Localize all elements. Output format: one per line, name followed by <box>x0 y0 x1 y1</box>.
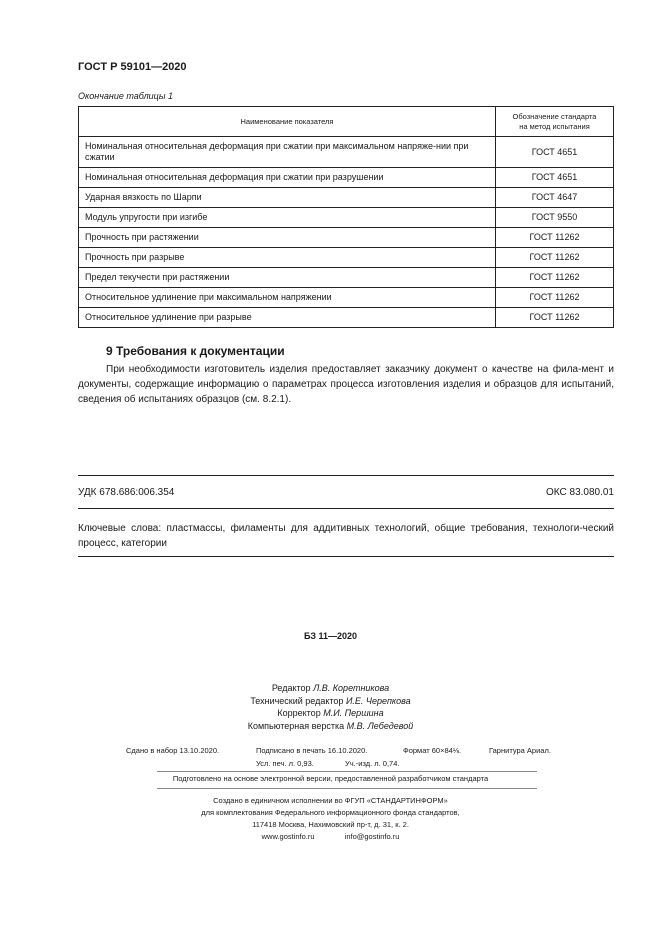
signed-date: Подписано в печать 16.10.2020. <box>256 746 368 755</box>
indicator-name: Предел текучести при растяжении <box>79 268 496 288</box>
column-header-indicator: Наименование показателя <box>79 107 496 137</box>
table-header-row <box>79 107 614 137</box>
corrector-line <box>0 707 661 720</box>
column-header-standard-line2: на метод испытания <box>519 121 590 131</box>
typeface: Гарнитура Ариал. <box>489 746 551 755</box>
table-row <box>79 208 614 228</box>
bz-number: БЗ 11—2020 <box>303 631 358 641</box>
section-paragraph: При необходимости изготовитель изделия предоставляет заказчику документ о качестве на фила-мент и документы, содержащие информацию о параметрах процесса изготовления изделия и образцов для испытаний, сведения об испытаниях образцов (см. 8.2.1). <box>78 364 614 405</box>
publisher-sheets: Уч.-изд. л. 0,74. <box>345 759 400 768</box>
indicator-name: Модуль упругости при изгибе <box>79 208 496 228</box>
tech-editor-name: И.Е. Черепкова <box>345 695 411 706</box>
standard-code: ГОСТ 11262 <box>496 288 614 308</box>
column-header-standard <box>496 107 614 137</box>
standard-code: ГОСТ 4651 <box>496 137 614 168</box>
document-header: ГОСТ Р 59101—2020 <box>78 61 187 73</box>
tech-editor-line <box>0 695 661 708</box>
publisher-info <box>0 795 661 843</box>
table-row <box>79 228 614 248</box>
indicator-name: Номинальная относительная деформация при сжатии при максимальном напряже-нии при сжатии <box>79 137 496 168</box>
layout-label: Компьютерная верстка <box>247 720 345 731</box>
table-caption: Окончание таблицы 1 <box>78 91 173 101</box>
oks-code: ОКС 83.080.01 <box>546 487 614 498</box>
created-line-1: Создано в единичном исполнении во ФГУП «СТАНДАРТИНФОРМ» <box>213 796 448 805</box>
table-row <box>79 268 614 288</box>
editor-label: Редактор <box>271 683 311 693</box>
divider-middle <box>78 508 614 509</box>
tech-editor-label: Технический редактор <box>250 695 344 706</box>
table-row <box>79 188 614 208</box>
udk-code: УДК 678.686:006.354 <box>78 487 175 498</box>
indicator-name: Прочность при растяжении <box>79 228 496 248</box>
website-link[interactable]: www.gostinfo.ru <box>261 832 315 841</box>
column-header-standard-line1: Обозначение стандарта <box>512 111 597 121</box>
submitted-date: Сдано в набор 13.10.2020. <box>126 746 220 755</box>
prepared-note: Подготовлено на основе электронной версии, предоставленной разработчиком стандарта <box>172 774 489 783</box>
standard-code: ГОСТ 11262 <box>496 248 614 268</box>
table-row <box>79 168 614 188</box>
section-title: 9 Требования к документации <box>106 344 285 358</box>
indicator-name: Относительное удлинение при максимальном напряжении <box>79 288 496 308</box>
table-row <box>79 137 614 168</box>
standard-code: ГОСТ 11262 <box>496 268 614 288</box>
standard-code: ГОСТ 11262 <box>496 228 614 248</box>
editor-line <box>0 682 661 695</box>
created-line-2: для комплектования Федерального информационного фонда стандартов, <box>201 808 460 817</box>
indicator-name: Относительное удлинение при разрыве <box>79 308 496 328</box>
prepared-divider-bottom <box>157 788 537 789</box>
table-row <box>79 288 614 308</box>
layout-line <box>0 720 661 733</box>
divider-bottom <box>78 556 614 557</box>
contacts-line <box>0 831 661 843</box>
divider-top <box>78 475 614 476</box>
indicator-name: Прочность при разрыве <box>79 248 496 268</box>
table-row <box>79 308 614 328</box>
prepared-divider-top <box>157 771 537 772</box>
table-row <box>79 248 614 268</box>
standard-code: ГОСТ 4647 <box>496 188 614 208</box>
editor-name: Л.В. Коретникова <box>313 683 390 693</box>
standard-code: ГОСТ 9550 <box>496 208 614 228</box>
paper-format: Формат 60×84⅛. <box>403 746 462 755</box>
indicator-name: Номинальная относительная деформация при сжатии при разрушении <box>79 168 496 188</box>
standard-code: ГОСТ 4651 <box>496 168 614 188</box>
print-sheets: Усл. печ. л. 0,93. <box>256 759 314 768</box>
indicators-table <box>78 106 614 328</box>
layout-name: М.В. Лебедевой <box>346 720 414 731</box>
standard-code: ГОСТ 11262 <box>496 308 614 328</box>
publisher-address: 117418 Москва, Нахимовский пр-т, д. 31, к. 2. <box>252 820 409 829</box>
email-link[interactable]: info@gostinfo.ru <box>344 832 400 841</box>
corrector-label: Корректор <box>277 708 321 718</box>
credits-block <box>0 682 661 732</box>
keywords: Ключевые слова: пластмассы, филаменты для аддитивных технологий, общие требования, технологи-ческий процесс, категории <box>78 523 614 549</box>
corrector-name: М.И. Першина <box>323 708 384 718</box>
indicator-name: Ударная вязкость по Шарпи <box>79 188 496 208</box>
